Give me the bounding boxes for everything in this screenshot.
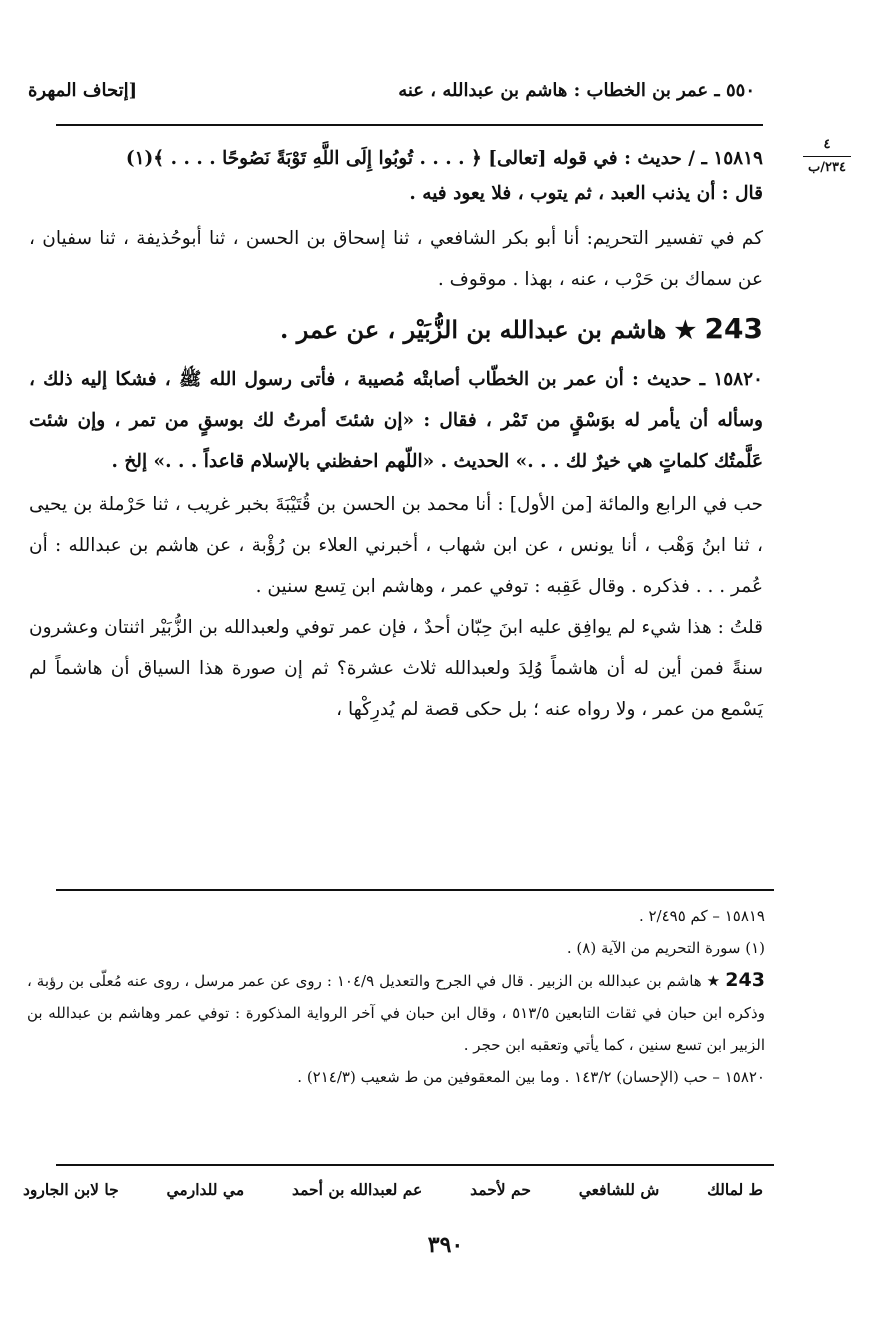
footnote-narrator-text: هاشم بن عبدالله بن الزبير . قال في الجرح والتعديل ١٠٤/٩ : روى عن عمر مرسل ، روى عنه مُعلّى بن رؤبة ، وذكره ابن حبان في ثقات التابعين ٥١٣/٥ ، وقال ابن حبان في آخر الرواية المذكورة : توفي عمر وهاشم بن عبدالله بن الزبير ابن تسع سنين ، كما يأتي وتعقبه ابن حجر .	[27, 972, 765, 1054]
footnote-narrator-number: 243	[725, 969, 765, 991]
narrator-number: 243	[704, 312, 763, 345]
hadith-text-15819: قال : أن يذنب العبد ، ثم يتوب ، فلا يعود فيه .	[409, 183, 763, 204]
abbr-darimi: مي للدارمي	[166, 1180, 245, 1199]
hadith-heading-15819: ١٥٨١٩ ـ / حديث : في قوله [تعالى] ﴿ . . . . تُوبُوا إِلَى اللَّهِ تَوْبَةً نَصُوحًا . . . . ﴾(١)	[125, 148, 763, 169]
page-number: ٣٩٠	[427, 1232, 464, 1258]
main-text	[29, 138, 763, 730]
margin-reference-divider	[803, 156, 851, 157]
star-icon: ★	[674, 315, 697, 344]
hadith-source-15819: كم في تفسير التحريم: أنا أبو بكر الشافعي ، ثنا إسحاق بن الحسن ، ثنا أبوحُذيفة ، ثنا سفيان ، عن سماك بن حَرْب ، عنه ، بهذا . موقوف .	[29, 228, 763, 290]
hadith-text-15820: ١٥٨٢٠ ـ حديث : أن عمر بن الخطّاب أصابتْه مُصيبة ، فأتى رسول الله ﷺ ، فشكا إليه ذلك ، وسأله أن يأمر له بوَسْقٍ من تَمْر ، فقال : «إن شئتَ أمرتُ لك بوسقٍ من تمر ، وإن شئت عَلَّمتُك كلماتٍ هي خيرٌ لك . . .» الحديث . «اللّهم احفظني بالإسلام قاعداً . . .» إلخ .	[29, 369, 763, 472]
abbr-jarud: جا لابن الجارود	[23, 1180, 119, 1199]
footnote-star-icon: ★	[706, 972, 721, 990]
footnote-rule	[56, 889, 774, 891]
margin-reference-bottom: ٢٣٤/ب	[808, 160, 846, 175]
abbr-ahmad: حم لأحمد	[470, 1180, 531, 1199]
footnote-15820: ١٥٨٢٠ – حب (الإحسان) ١٤٣/٢ . وما بين المعقوفين من ط شعيب (٢١٤/٣) .	[297, 1068, 765, 1086]
running-header-title: ٥٥٠ ـ عمر بن الخطاب : هاشم بن عبدالله ، عنه	[398, 80, 755, 101]
footnote-1: (١) سورة التحريم من الآية (٨) .	[566, 939, 765, 957]
hadith-source-15820: حب في الرابع والمائة [من الأول] : أنا محمد بن الحسن بن قُتَيْبَةَ بخبر غريب ، ثنا حَرْملة بن يحيى ، ثنا ابنُ وَهْب ، أنا يونس ، عن ابن شهاب ، أخبرني العلاء بن رُؤْبة ، عن هاشم بن عبدالله : أن عُمر . . . فذكره . وقال عَقِبه : توفي عمر ، وهاشم ابن تِسع سنين .	[29, 494, 763, 597]
abbreviation-key	[23, 1180, 763, 1199]
margin-reference-top: ٤	[823, 137, 831, 152]
footnotes	[27, 900, 765, 1093]
abbreviations-rule	[56, 1164, 774, 1166]
running-header-book: [إتحاف المهرة	[28, 80, 138, 101]
abbr-shafii: ش للشافعي	[578, 1180, 660, 1199]
narrator-name: هاشم بن عبدالله بن الزُّبَيْر ، عن عمر .	[280, 315, 667, 344]
author-comment: قلتُ : هذا شيء لم يوافِق عليه ابنَ حِبّان أحدٌ ، فإن عمر توفي ولعبدالله بن الزُّبَيْر اثنتان وعشرون سنةً فمن أين له أن هاشماً وُلِدَ ولعبدالله ثلاث عشرة؟ ثم إن صورة هذا السياق أن هاشماً لم يَسْمع من عمر ، ولا رواه عنه ؛ بل حكى قصة لم يُدرِكْها ،	[29, 617, 763, 720]
narrator-heading	[29, 306, 763, 353]
footnote-narrator	[27, 964, 765, 1061]
footnote-15819: ١٥٨١٩ – كم ٢/٤٩٥ .	[638, 907, 765, 925]
abbr-abdullah: عم لعبدالله بن أحمد	[291, 1180, 423, 1199]
abbr-malik: ط لمالك	[707, 1180, 763, 1199]
margin-reference	[803, 136, 851, 177]
header-rule	[56, 124, 763, 126]
